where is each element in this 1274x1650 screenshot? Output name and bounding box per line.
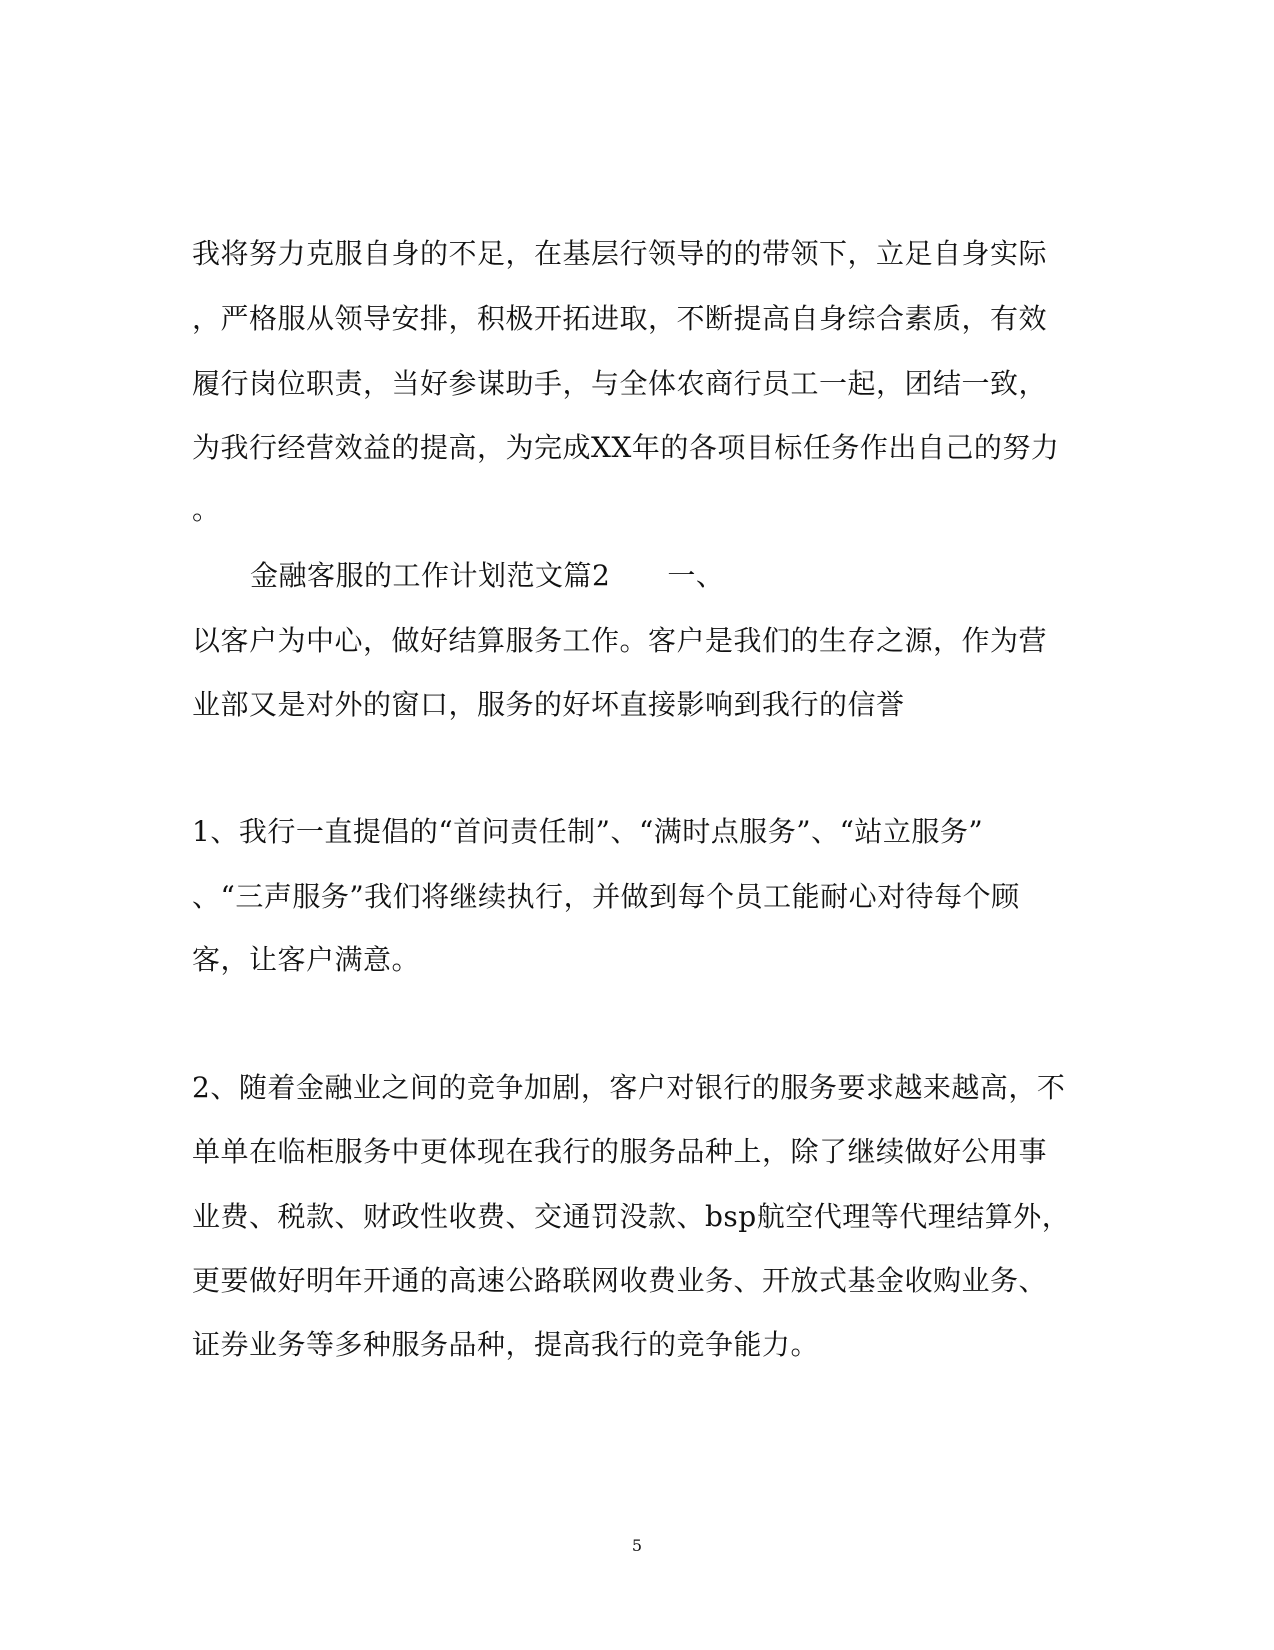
paragraph-line: 我将努力克服自身的不足，在基层行领导的的带领下，立足自身实际	[192, 237, 1048, 270]
list-item-line: 业费、税款、财政性收费、交通罚没款、bsp航空代理等代理结算外，	[192, 1200, 1071, 1233]
section-heading: 金融客服的工作计划范文篇2 一、	[250, 559, 725, 592]
list-item-line: 单单在临柜服务中更体现在我行的服务品种上，除了继续做好公用事	[192, 1135, 1048, 1168]
list-item-line: 1、我行一直提倡的“首问责任制”、“满时点服务”、“站立服务”	[192, 815, 984, 848]
list-item-line: 、“三声服务”我们将继续执行，并做到每个员工能耐心对待每个顾	[192, 880, 1020, 913]
list-item-line: 客，让客户满意。	[192, 943, 421, 976]
paragraph-line: 。	[192, 493, 221, 526]
paragraph-line: ，严格服从领导安排，积极开拓进取，不断提高自身综合素质，有效	[192, 302, 1048, 335]
paragraph-line: 为我行经营效益的提高，为完成XX年的各项目标任务作出自己的努力	[192, 431, 1060, 464]
list-item-line: 更要做好明年开通的高速公路联网收费业务、开放式基金收购业务、	[192, 1264, 1048, 1297]
paragraph-line: 以客户为中心，做好结算服务工作。客户是我们的生存之源，作为营	[192, 624, 1048, 657]
page-number: 5	[631, 1536, 643, 1555]
paragraph-line: 履行岗位职责，当好参谋助手，与全体农商行员工一起，团结一致，	[192, 367, 1048, 400]
paragraph-line: 业部又是对外的窗口，服务的好坏直接影响到我行的信誉	[192, 688, 905, 721]
list-item-line: 证券业务等多种服务品种，提高我行的竞争能力。	[192, 1328, 820, 1361]
list-item-line: 2、随着金融业之间的竞争加剧，客户对银行的服务要求越来越高，不	[192, 1071, 1066, 1104]
